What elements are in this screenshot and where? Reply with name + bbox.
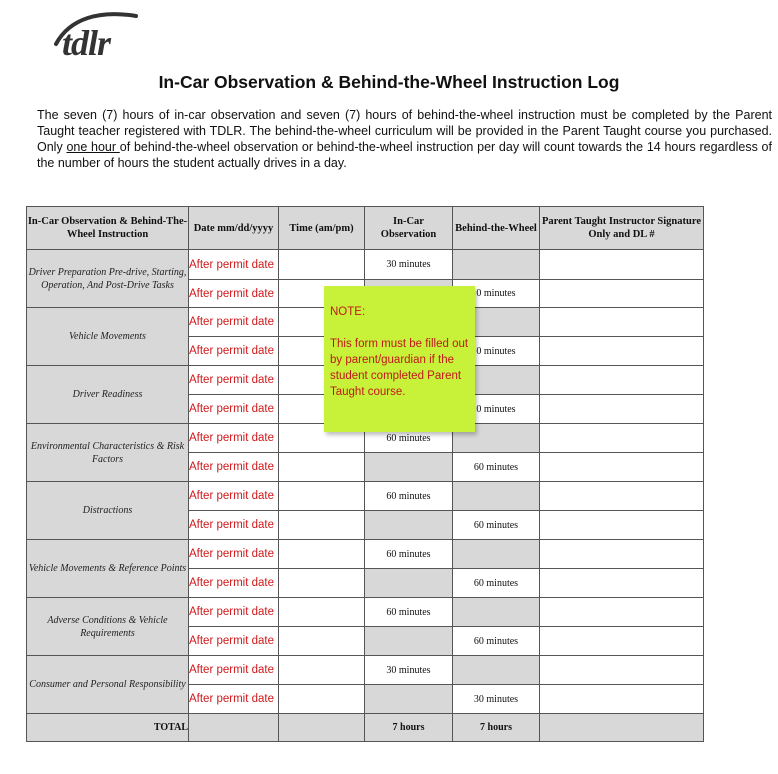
- tdlr-logo: [50, 8, 140, 66]
- incar-cell-blank: [365, 685, 453, 714]
- date-cell[interactable]: After permit date: [189, 656, 279, 685]
- btw-cell-blank: [453, 250, 540, 280]
- btw-cell[interactable]: 0 minutes: [453, 280, 540, 308]
- table-header-row: [27, 207, 704, 250]
- incar-cell[interactable]: 30 minutes: [365, 250, 453, 280]
- incar-cell[interactable]: 60 minutes: [365, 540, 453, 569]
- btw-cell[interactable]: 60 minutes: [453, 453, 540, 482]
- intro-part-2: of behind-the-wheel observation or behind-the-wheel instruction per day will count towards the 14 hours regardless of the number of hours the student actually drives in a day.: [37, 140, 772, 170]
- total-label: TOTAL: [27, 714, 189, 742]
- signature-cell[interactable]: [540, 540, 704, 569]
- date-cell[interactable]: After permit date: [189, 280, 279, 308]
- intro-paragraph: [37, 107, 772, 171]
- signature-cell[interactable]: [540, 366, 704, 395]
- page-title: In-Car Observation & Behind-the-Wheel Instruction Log: [158, 72, 620, 92]
- table-row: [27, 250, 704, 280]
- date-cell[interactable]: After permit date: [189, 366, 279, 395]
- topic-cell: Environmental Characteristics & Risk Factors: [27, 424, 189, 482]
- incar-cell[interactable]: 30 minutes: [365, 656, 453, 685]
- header-date: Date mm/dd/yyyy: [189, 207, 279, 250]
- date-cell[interactable]: After permit date: [189, 598, 279, 627]
- total-date: [189, 714, 279, 742]
- date-cell[interactable]: After permit date: [189, 337, 279, 366]
- signature-cell[interactable]: [540, 453, 704, 482]
- signature-cell[interactable]: [540, 280, 704, 308]
- topic-cell: Consumer and Personal Responsibility: [27, 656, 189, 714]
- date-cell[interactable]: After permit date: [189, 569, 279, 598]
- sticky-note[interactable]: [324, 286, 475, 432]
- header-btw: Behind-the-Wheel: [453, 207, 540, 250]
- topic-cell: Driver Preparation Pre-drive, Starting, Operation, And Post-Drive Tasks: [27, 250, 189, 308]
- incar-cell[interactable]: 60 minutes: [365, 424, 453, 453]
- btw-cell[interactable]: 30 minutes: [453, 685, 540, 714]
- total-row: [27, 714, 704, 742]
- incar-cell-blank: [365, 511, 453, 540]
- time-cell[interactable]: [279, 569, 365, 598]
- intro-part-1: The seven (7) hours of in-car observation and seven (7) hours of behind-the-wheel instruction must be completed by the Parent Taught teacher registered with TDLR. The behind-the-wheel curriculum will be provided in the Parent Taught course you purchased. Only: [37, 108, 772, 154]
- date-cell[interactable]: After permit date: [189, 424, 279, 453]
- topic-cell: Vehicle Movements: [27, 308, 189, 366]
- logo-text: tdlr: [62, 23, 111, 63]
- signature-cell[interactable]: [540, 685, 704, 714]
- time-cell[interactable]: [279, 511, 365, 540]
- signature-cell[interactable]: [540, 569, 704, 598]
- date-cell[interactable]: After permit date: [189, 453, 279, 482]
- total-incar: 7 hours: [365, 714, 453, 742]
- date-cell[interactable]: After permit date: [189, 308, 279, 337]
- total-signature: [540, 714, 704, 742]
- signature-cell[interactable]: [540, 511, 704, 540]
- btw-cell[interactable]: 0 minutes: [453, 337, 540, 366]
- btw-cell[interactable]: 60 minutes: [453, 569, 540, 598]
- btw-cell-blank: [453, 598, 540, 627]
- time-cell[interactable]: [279, 482, 365, 511]
- table-row: [27, 482, 704, 511]
- signature-cell[interactable]: [540, 337, 704, 366]
- btw-cell[interactable]: 60 minutes: [453, 511, 540, 540]
- signature-cell[interactable]: [540, 308, 704, 337]
- signature-cell[interactable]: [540, 250, 704, 280]
- time-cell[interactable]: [279, 540, 365, 569]
- btw-cell-blank: [453, 540, 540, 569]
- total-time: [279, 714, 365, 742]
- signature-cell[interactable]: [540, 395, 704, 424]
- date-cell[interactable]: After permit date: [189, 250, 279, 280]
- table-row: [27, 540, 704, 569]
- table-row: [27, 598, 704, 627]
- date-cell[interactable]: After permit date: [189, 685, 279, 714]
- time-cell[interactable]: [279, 453, 365, 482]
- header-topic: In-Car Observation & Behind-The-Wheel Instruction: [27, 207, 189, 250]
- btw-cell[interactable]: 0 minutes: [453, 395, 540, 424]
- table-row: [27, 656, 704, 685]
- topic-cell: Distractions: [27, 482, 189, 540]
- incar-cell[interactable]: 60 minutes: [365, 482, 453, 511]
- signature-cell[interactable]: [540, 627, 704, 656]
- time-cell[interactable]: [279, 685, 365, 714]
- signature-cell[interactable]: [540, 656, 704, 685]
- date-cell[interactable]: After permit date: [189, 540, 279, 569]
- time-cell[interactable]: [279, 656, 365, 685]
- header-incar: In-Car Observation: [365, 207, 453, 250]
- btw-cell-blank: [453, 482, 540, 511]
- date-cell[interactable]: After permit date: [189, 627, 279, 656]
- total-btw: 7 hours: [453, 714, 540, 742]
- topic-cell: Driver Readiness: [27, 366, 189, 424]
- date-cell[interactable]: After permit date: [189, 395, 279, 424]
- sticky-note-body: This form must be filled out by parent/guardian if the student completed Parent Taught course.: [330, 338, 469, 398]
- btw-cell[interactable]: 60 minutes: [453, 627, 540, 656]
- topic-cell: Vehicle Movements & Reference Points: [27, 540, 189, 598]
- signature-cell[interactable]: [540, 598, 704, 627]
- date-cell[interactable]: After permit date: [189, 482, 279, 511]
- time-cell[interactable]: [279, 627, 365, 656]
- header-signature: Parent Taught Instructor Signature Only and DL #: [540, 207, 704, 250]
- incar-cell-blank: [365, 569, 453, 598]
- time-cell[interactable]: [279, 598, 365, 627]
- btw-cell-blank: [453, 656, 540, 685]
- incar-cell[interactable]: 60 minutes: [365, 598, 453, 627]
- signature-cell[interactable]: [540, 482, 704, 511]
- date-cell[interactable]: After permit date: [189, 511, 279, 540]
- signature-cell[interactable]: [540, 424, 704, 453]
- incar-cell-blank: [365, 453, 453, 482]
- intro-underlined: one hour: [66, 140, 120, 154]
- incar-cell-blank: [365, 627, 453, 656]
- header-time: Time (am/pm): [279, 207, 365, 250]
- time-cell[interactable]: [279, 250, 365, 280]
- sticky-note-heading: NOTE:: [330, 306, 366, 318]
- topic-cell: Adverse Conditions & Vehicle Requirements: [27, 598, 189, 656]
